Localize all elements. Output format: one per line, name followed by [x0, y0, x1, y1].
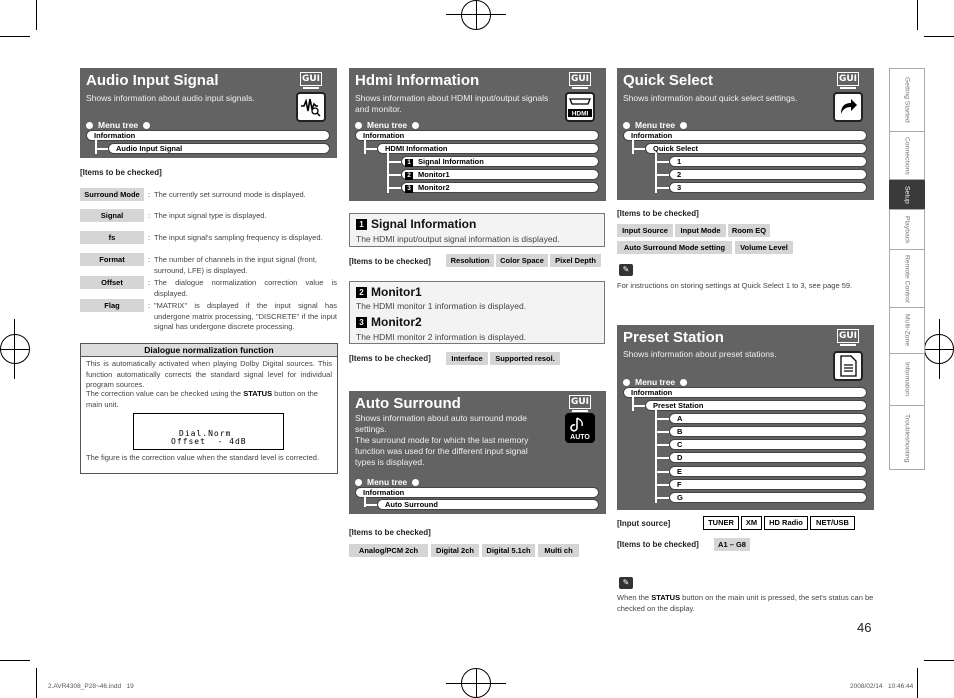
- section-description: The HDMI monitor 2 information is displayed.: [356, 332, 527, 342]
- item-description: The dialogue normalization correction value is displayed.: [154, 278, 337, 298]
- tree-node-preset-b: B: [669, 426, 867, 437]
- item-label: Signal: [80, 209, 144, 222]
- footer-file-slug: 2.AVR4308_P28~46.indd 19: [48, 683, 134, 690]
- tree-node-preset-e: E: [669, 466, 867, 477]
- quick-select-icon: [833, 92, 863, 122]
- dialogue-normalization-box: [80, 343, 338, 474]
- note-text: For instructions on storing settings at Quick Select 1 to 3, see page 59.: [617, 281, 853, 290]
- items-header: [Items to be checked]: [349, 354, 431, 363]
- note-text: When the STATUS button on the main unit is pressed, the set's status can be checked on the display.: [617, 593, 874, 613]
- tree-node-preset-station: Preset Station: [645, 400, 867, 411]
- gui-badge: GUI: [838, 331, 858, 341]
- item-label: Pixel Depth: [550, 254, 601, 267]
- item-label: Volume Level: [735, 241, 793, 254]
- tree-node-monitor2: 3 Monitor2: [401, 182, 599, 193]
- panel-description: Shows information about HDMI input/output signals and monitor.: [355, 93, 549, 114]
- item-description: The number of channels in the input signal (front, surround, LFE) is displayed.: [154, 255, 318, 275]
- item-label: Multi ch: [538, 544, 579, 557]
- tree-node-quick-2: 2: [669, 169, 867, 180]
- panel-title: Preset Station: [623, 329, 724, 346]
- auto-surround-icon: [565, 413, 595, 443]
- panel-description: Shows information about auto surround mode settings. The surround mode for which the last memory function was used for the different input signal types is displayed.: [355, 413, 529, 467]
- panel-title: Audio Input Signal: [86, 72, 219, 89]
- registration-mark: [461, 668, 491, 698]
- tree-node-information: Information: [86, 130, 330, 141]
- tree-node-preset-c: C: [669, 439, 867, 450]
- section-title: 2 Monitor1: [356, 285, 422, 299]
- tree-node-quick-select: Quick Select: [645, 143, 867, 154]
- panel-description: Shows information about audio input signals.: [86, 93, 255, 103]
- items-header: [Items to be checked]: [349, 257, 431, 266]
- pencil-note-icon: ✎: [619, 577, 633, 589]
- item-label: Room EQ: [728, 224, 770, 237]
- input-source-label: [Input source]: [617, 519, 671, 528]
- crop-mark: [917, 668, 918, 698]
- signal-information-box: [349, 213, 605, 247]
- tab-connections[interactable]: Connections: [889, 132, 925, 180]
- tree-node-audio-input-signal: Audio Input Signal: [108, 143, 330, 154]
- tab-getting-started[interactable]: Getting Started: [889, 68, 925, 132]
- menu-tree-label: Menu tree: [623, 120, 687, 130]
- item-description: The input signal type is displayed.: [154, 211, 267, 220]
- item-label: Flag: [80, 299, 144, 312]
- item-label: Digital 5.1ch: [482, 544, 535, 557]
- item-label: Digital 2ch: [431, 544, 479, 557]
- tree-node-auto-surround: Auto Surround: [377, 499, 599, 510]
- tree-node-information: Information: [623, 387, 867, 398]
- item-label: Format: [80, 253, 144, 266]
- dn-text: This is automatically activated when playing Dolby Digital sources. This function automatically corrects the standard signal level for individual program sources.: [86, 359, 332, 389]
- item-label: Offset: [80, 276, 144, 289]
- input-source-item: HD Radio: [764, 516, 808, 530]
- item-description: "MATRIX" is displayed if the input signal has undergone matrix processing, "DISCRETE" if the input signal has undergone discrete processing.: [154, 301, 337, 331]
- quick-select-panel: [617, 68, 874, 200]
- item-label: Supported resol.: [490, 352, 560, 365]
- item-label: Input Mode: [675, 224, 726, 237]
- item-description: The currently set surround mode is displayed.: [154, 190, 306, 199]
- footer-timestamp: 2008/02/14 10:46:44: [850, 683, 914, 690]
- registration-mark: [924, 334, 954, 364]
- tab-multi-zone[interactable]: Multi-Zone: [889, 308, 925, 354]
- item-label: fs: [80, 231, 144, 244]
- item-label: Input Source: [617, 224, 673, 237]
- page-number: 46: [857, 620, 872, 635]
- tab-setup[interactable]: Setup: [889, 180, 925, 210]
- items-header: [Items to be checked]: [349, 528, 431, 537]
- items-header: [Items to be checked]: [617, 209, 699, 218]
- dn-text: The figure is the correction value when the standard level is corrected.: [86, 453, 320, 462]
- tree-node-hdmi-information: HDMI Information: [377, 143, 599, 154]
- gui-badge: GUI: [838, 74, 858, 84]
- crop-mark: [924, 660, 954, 661]
- item-label: Auto Surround Mode setting: [617, 241, 732, 254]
- registration-mark: [461, 0, 491, 30]
- dn-text-status: The correction value can be checked using the STATUS button on the main unit.: [86, 389, 318, 409]
- item-label: Interface: [446, 352, 488, 365]
- display-line-2: Offset - 4dB: [171, 437, 247, 446]
- menu-tree-label: Menu tree: [623, 377, 687, 387]
- panel-description: Shows information about preset stations.: [623, 349, 777, 359]
- section-description: The HDMI monitor 1 information is displayed.: [356, 301, 527, 311]
- panel-title: Quick Select: [623, 72, 714, 89]
- svg-text:AUTO: AUTO: [570, 434, 590, 441]
- crop-mark: [36, 668, 37, 698]
- tree-node-preset-g: G: [669, 492, 867, 503]
- main-unit-display: [133, 413, 284, 450]
- item-label: Surround Mode: [80, 188, 144, 201]
- panel-description: Shows information about quick select settings.: [623, 93, 798, 103]
- hdmi-icon: [565, 92, 595, 122]
- gui-badge: GUI: [570, 74, 590, 84]
- monitor-box: [349, 281, 605, 344]
- items-header: [Items to be checked]: [617, 540, 699, 549]
- crop-mark: [924, 36, 954, 37]
- item-label: Analog/PCM 2ch: [349, 544, 428, 557]
- panel-title: Auto Surround: [355, 395, 461, 412]
- preset-station-panel: [617, 325, 874, 510]
- menu-tree-label: Menu tree: [355, 120, 419, 130]
- tree-node-preset-a: A: [669, 413, 867, 424]
- section-title: 1 Signal Information: [356, 217, 476, 231]
- hdmi-info-panel: [349, 68, 606, 201]
- crop-mark: [36, 0, 37, 30]
- tree-node-information: Information: [623, 130, 867, 141]
- gui-badge: GUI: [301, 74, 321, 84]
- section-description: The HDMI input/output signal information is displayed.: [356, 234, 560, 244]
- tab-remote-control[interactable]: Remote Control: [889, 250, 925, 308]
- waveform-icon: [296, 92, 326, 122]
- section-title: 3 Monitor2: [356, 315, 422, 329]
- gui-badge: GUI: [570, 397, 590, 407]
- tree-node-preset-d: D: [669, 452, 867, 463]
- tree-node-preset-f: F: [669, 479, 867, 490]
- registration-mark: [0, 334, 30, 364]
- document-icon: [833, 351, 863, 381]
- tab-troubleshooting[interactable]: Troubleshooting: [903, 413, 911, 463]
- panel-title: Hdmi Information: [355, 72, 480, 89]
- dialogue-normalization-title: Dialogue normalization function: [81, 344, 337, 357]
- tree-node-monitor1: 2 Monitor1: [401, 169, 599, 180]
- audio-input-panel: [80, 68, 337, 158]
- crop-mark: [0, 36, 30, 37]
- crop-mark: [0, 660, 30, 661]
- item-label: Color Space: [496, 254, 548, 267]
- item-description: The input signal's sampling frequency is displayed.: [154, 233, 323, 242]
- tree-node-quick-1: 1: [669, 156, 867, 167]
- tab-information[interactable]: Information: [889, 354, 925, 406]
- tab-playback[interactable]: Playback: [889, 210, 925, 250]
- item-label: A1 – G8: [714, 538, 750, 551]
- tree-node-quick-3: 3: [669, 182, 867, 193]
- display-line-1: Dial.Norm: [179, 429, 232, 438]
- tree-node-information: Information: [355, 130, 599, 141]
- input-source-item: XM: [741, 516, 762, 530]
- item-label: Resolution: [446, 254, 494, 267]
- input-source-item: NET/USB: [810, 516, 855, 530]
- tree-node-signal-information: 1 Signal Information: [401, 156, 599, 167]
- menu-tree-label: Menu tree: [86, 120, 150, 130]
- input-source-item: TUNER: [703, 516, 739, 530]
- crop-mark: [917, 0, 918, 30]
- menu-tree-label: Menu tree: [355, 477, 419, 487]
- svg-text:HDMI: HDMI: [571, 110, 589, 118]
- tree-node-information: Information: [355, 487, 599, 498]
- items-header: [Items to be checked]: [80, 168, 162, 177]
- pencil-note-icon: ✎: [619, 264, 633, 276]
- auto-surround-panel: [349, 391, 606, 514]
